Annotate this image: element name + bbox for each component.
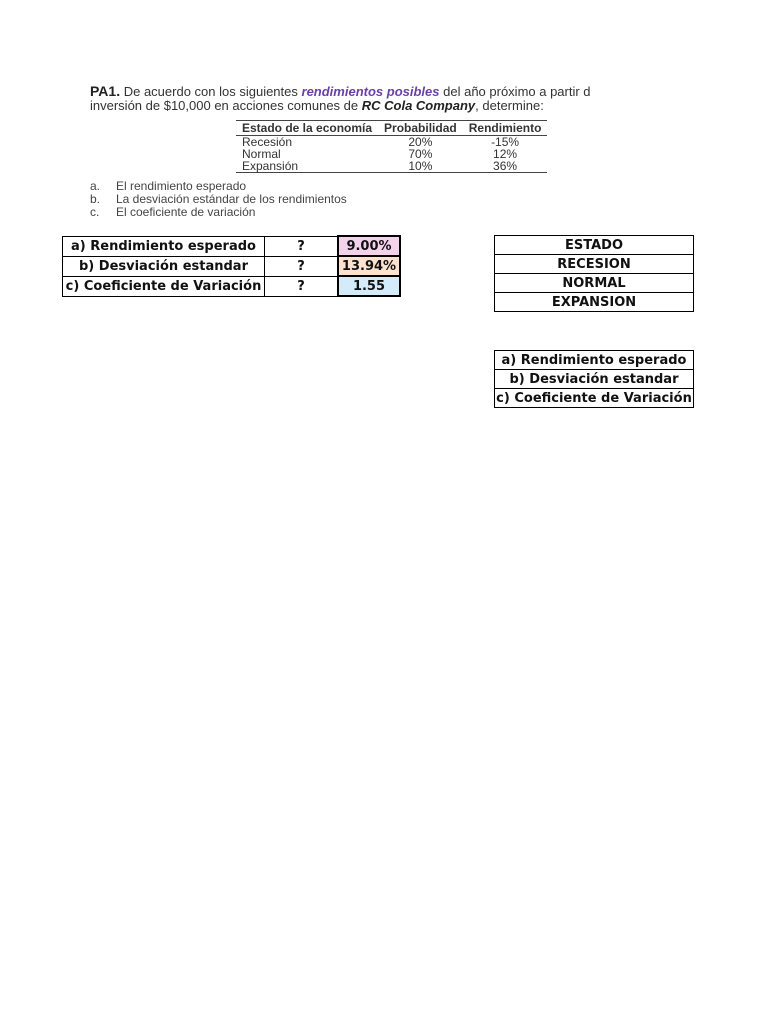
estado-cell[interactable]: RECESION bbox=[495, 255, 694, 274]
estado-cell[interactable]: EXPANSION bbox=[495, 293, 694, 312]
result-mark[interactable]: ? bbox=[265, 256, 339, 276]
problem-tag: PA1. bbox=[90, 84, 121, 99]
problem-text: inversión de $10,000 en acciones comunes de bbox=[90, 99, 359, 113]
list-item bbox=[90, 206, 347, 219]
result-value[interactable]: 1.55 bbox=[338, 276, 400, 296]
cell-probability: 10% bbox=[378, 160, 463, 173]
label-cell[interactable]: a) Rendimiento esperado bbox=[495, 351, 694, 370]
problem-text: del año próximo a partir d bbox=[443, 84, 591, 99]
step-letter: a. bbox=[90, 179, 101, 193]
step-letter: b. bbox=[90, 192, 101, 206]
table-row bbox=[63, 256, 401, 276]
label-cell[interactable]: b) Desviación estandar bbox=[495, 370, 694, 389]
result-value[interactable]: 13.94% bbox=[338, 256, 400, 276]
step-text: El rendimiento esperado bbox=[116, 179, 247, 193]
problem-text: De acuerdo con los siguientes bbox=[123, 84, 298, 99]
result-mark[interactable]: ? bbox=[265, 236, 339, 256]
table-row bbox=[63, 236, 401, 256]
label-cell[interactable]: c) Coeficiente de Variación bbox=[496, 390, 692, 406]
problem-line-1 bbox=[90, 84, 700, 99]
highlight-text: rendimientos posibles bbox=[301, 84, 440, 99]
labels-table bbox=[494, 350, 694, 408]
cell-state: Expansión bbox=[236, 160, 378, 173]
problem-text: , determine: bbox=[475, 99, 544, 113]
step-letter: c. bbox=[90, 205, 100, 219]
result-label[interactable]: a) Rendimiento esperado bbox=[63, 236, 265, 256]
table-row bbox=[63, 276, 401, 296]
step-text: La desviación estándar de los rendimientos bbox=[116, 192, 347, 206]
step-text: El coeficiente de variación bbox=[116, 205, 256, 219]
cell-state: Normal bbox=[242, 147, 281, 161]
header-probabilidad: Probabilidad bbox=[378, 121, 463, 136]
cell-return: 36% bbox=[463, 160, 548, 173]
header-rendimiento: Rendimiento bbox=[463, 121, 548, 136]
estado-cell[interactable]: ESTADO bbox=[495, 236, 694, 255]
table-row bbox=[236, 160, 547, 173]
estado-cell[interactable]: NORMAL bbox=[495, 274, 694, 293]
result-label[interactable]: c) Coeficiente de Variación bbox=[63, 276, 265, 296]
cell-return: 12% bbox=[493, 147, 518, 161]
cell-probability: 70% bbox=[408, 147, 433, 161]
steps-list bbox=[90, 180, 347, 219]
results-table bbox=[62, 235, 401, 297]
result-mark[interactable]: ? bbox=[265, 276, 339, 296]
problem-statement bbox=[90, 84, 700, 113]
cell-return: -15% bbox=[491, 135, 520, 149]
economy-table bbox=[236, 120, 547, 173]
company-name: RC Cola Company bbox=[361, 99, 476, 113]
result-value[interactable]: 9.00% bbox=[338, 236, 400, 256]
header-estado: Estado de la economía bbox=[236, 121, 378, 136]
cell-state: Recesión bbox=[242, 135, 293, 149]
cell-probability: 20% bbox=[408, 135, 433, 149]
estado-table bbox=[494, 235, 694, 312]
problem-line-2 bbox=[90, 99, 700, 113]
result-label[interactable]: b) Desviación estandar bbox=[63, 256, 265, 276]
